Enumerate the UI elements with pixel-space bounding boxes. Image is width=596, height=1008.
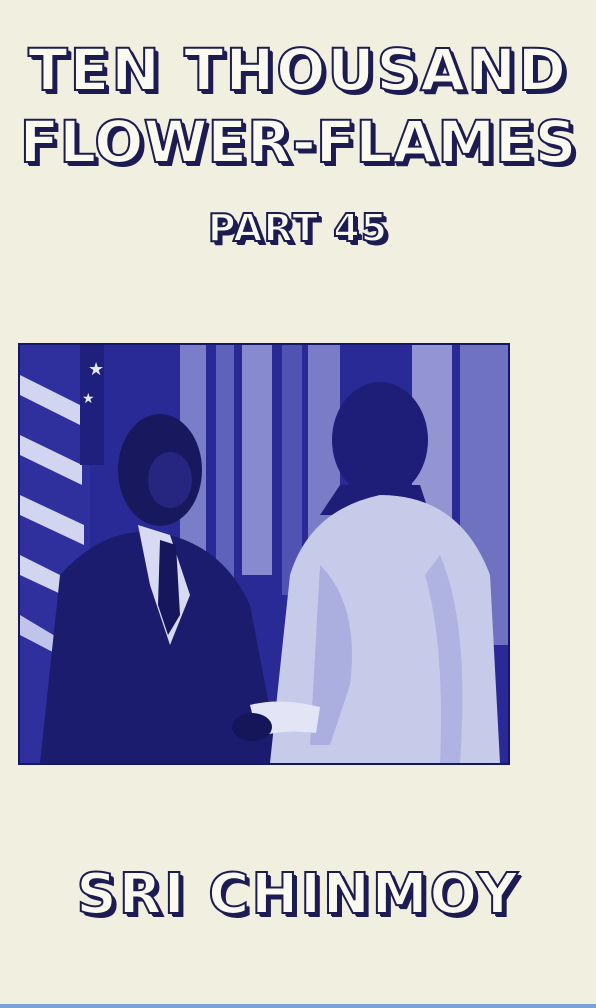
page-bottom-edge bbox=[0, 1004, 596, 1008]
curtain-fold bbox=[242, 345, 272, 575]
svg-text:★: ★ bbox=[82, 391, 95, 407]
curtain-fold bbox=[216, 345, 234, 585]
title-line-1: TEN THOUSAND bbox=[28, 36, 568, 104]
title-line-2: FLOWER-FLAMES bbox=[19, 108, 577, 176]
part-number: PART 45 bbox=[207, 206, 389, 250]
svg-text:★: ★ bbox=[88, 359, 105, 380]
author-name: SRI CHINMOY bbox=[76, 862, 520, 927]
cover-photo bbox=[18, 343, 510, 765]
handshake-photo-illustration bbox=[20, 345, 508, 763]
